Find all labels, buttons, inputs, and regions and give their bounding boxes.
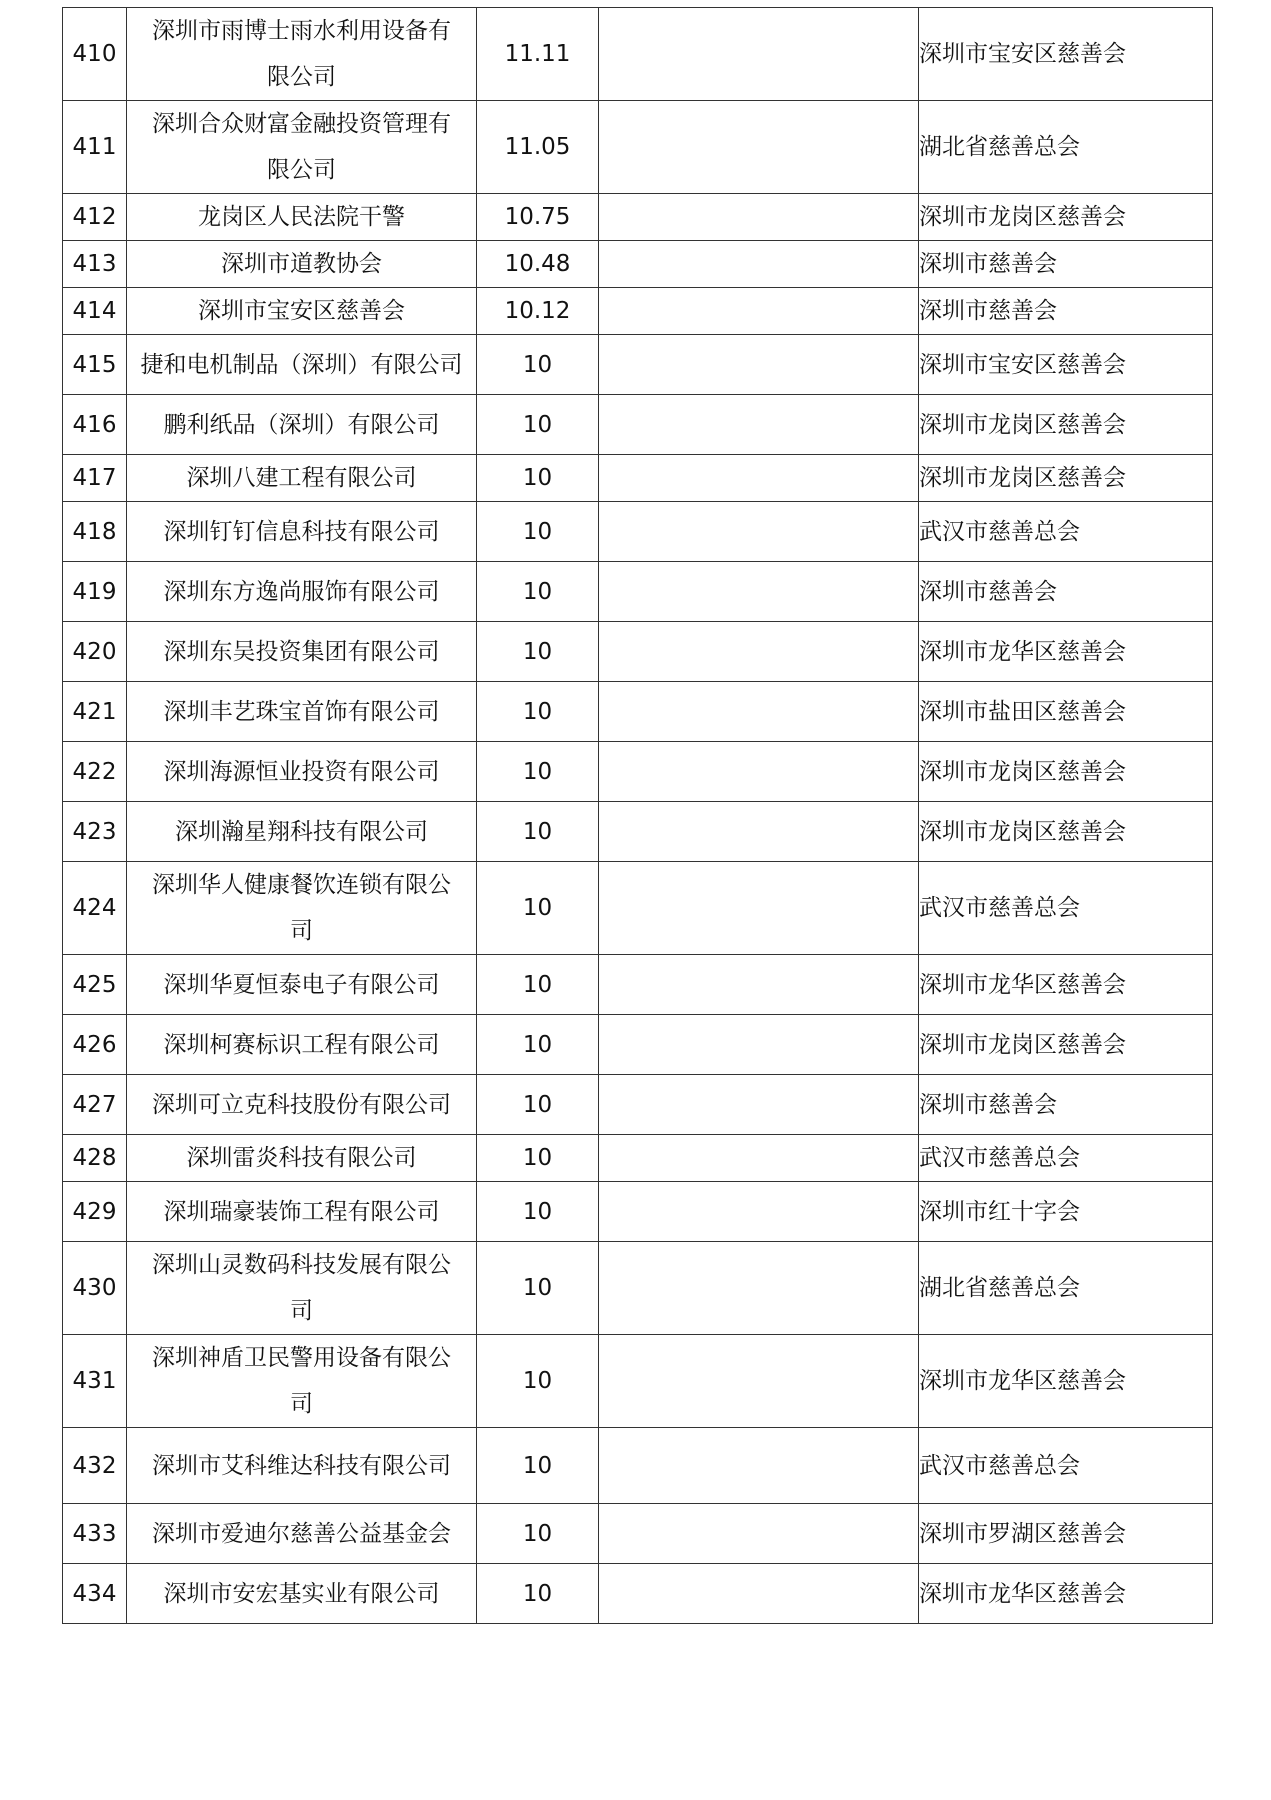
- donation-amount: 10: [477, 1015, 599, 1075]
- donation-amount: 10: [477, 395, 599, 455]
- donation-amount: 10: [477, 955, 599, 1015]
- row-number: 433: [63, 1504, 127, 1564]
- donation-amount: 10: [477, 742, 599, 802]
- donation-amount: 10: [477, 682, 599, 742]
- donation-amount: 10: [477, 1564, 599, 1624]
- table-row: [63, 1335, 1213, 1428]
- donor-name: [127, 622, 477, 682]
- donor-name-line: 深圳丰艺珠宝首饰有限公司: [163, 698, 440, 725]
- table-row: [63, 622, 1213, 682]
- donation-note: [599, 455, 919, 502]
- donor-name-line: 龙岗区人民法院干警: [198, 204, 405, 230]
- donation-amount: 10: [477, 1242, 599, 1335]
- donor-name-line: 限公司: [267, 157, 336, 183]
- donor-name-line: 捷和电机制品（深圳）有限公司: [140, 351, 463, 378]
- table-row: [63, 1075, 1213, 1135]
- donation-note: [599, 1242, 919, 1335]
- table-row: [63, 395, 1213, 455]
- donor-name: [127, 395, 477, 455]
- recipient-organization: 湖北省慈善总会: [919, 1242, 1213, 1335]
- donor-name: [127, 1242, 477, 1335]
- table-row: [63, 1135, 1213, 1182]
- donor-name: [127, 1182, 477, 1242]
- donation-amount: 10: [477, 1075, 599, 1135]
- table-row: [63, 802, 1213, 862]
- donation-amount: 10: [477, 335, 599, 395]
- donor-name: [127, 194, 477, 241]
- row-number: 431: [63, 1335, 127, 1428]
- donor-name-line: 深圳瀚星翔科技有限公司: [175, 818, 428, 845]
- donation-amount: 11.11: [477, 8, 599, 101]
- recipient-organization: 武汉市慈善总会: [919, 1135, 1213, 1182]
- donor-name: [127, 288, 477, 335]
- row-number: 428: [63, 1135, 127, 1182]
- donation-table-body: [63, 8, 1213, 1624]
- donor-name: [127, 955, 477, 1015]
- donation-note: [599, 8, 919, 101]
- donor-name: [127, 502, 477, 562]
- row-number: 411: [63, 101, 127, 194]
- recipient-organization: 深圳市罗湖区慈善会: [919, 1504, 1213, 1564]
- table-row: [63, 502, 1213, 562]
- donation-note: [599, 562, 919, 622]
- donation-note: [599, 1564, 919, 1624]
- recipient-organization: 湖北省慈善总会: [919, 101, 1213, 194]
- row-number: 424: [63, 862, 127, 955]
- donation-note: [599, 1182, 919, 1242]
- donation-note: [599, 682, 919, 742]
- donation-amount: 10: [477, 1504, 599, 1564]
- donor-name-line: 深圳山灵数码科技发展有限公: [152, 1252, 451, 1278]
- recipient-organization: 武汉市慈善总会: [919, 502, 1213, 562]
- table-row: [63, 455, 1213, 502]
- donor-name: [127, 742, 477, 802]
- row-number: 421: [63, 682, 127, 742]
- donor-name: [127, 241, 477, 288]
- donation-note: [599, 1135, 919, 1182]
- recipient-organization: 深圳市龙岗区慈善会: [919, 455, 1213, 502]
- row-number: 410: [63, 8, 127, 101]
- recipient-organization: 深圳市宝安区慈善会: [919, 335, 1213, 395]
- recipient-organization: 深圳市慈善会: [919, 288, 1213, 335]
- donation-note: [599, 955, 919, 1015]
- table-row: [63, 955, 1213, 1015]
- donor-name: [127, 335, 477, 395]
- donor-name: [127, 101, 477, 194]
- donor-name-line: 深圳市艾科维达科技有限公司: [152, 1452, 451, 1479]
- donation-amount: 10: [477, 502, 599, 562]
- donation-note: [599, 1504, 919, 1564]
- table-row: [63, 862, 1213, 955]
- donation-note: [599, 241, 919, 288]
- row-number: 423: [63, 802, 127, 862]
- donor-name-line: 深圳市道教协会: [221, 251, 382, 277]
- row-number: 429: [63, 1182, 127, 1242]
- recipient-organization: 深圳市龙华区慈善会: [919, 1335, 1213, 1428]
- donor-name: [127, 1504, 477, 1564]
- donor-name-line: 深圳市安宏基实业有限公司: [163, 1580, 440, 1607]
- donor-name-line: 深圳雷炎科技有限公司: [186, 1145, 417, 1171]
- row-number: 420: [63, 622, 127, 682]
- donation-table: [62, 7, 1213, 1624]
- donor-name-line: 深圳海源恒业投资有限公司: [163, 758, 440, 785]
- recipient-organization: 深圳市龙华区慈善会: [919, 955, 1213, 1015]
- row-number: 425: [63, 955, 127, 1015]
- donor-name-line: 深圳柯赛标识工程有限公司: [163, 1031, 440, 1058]
- donation-note: [599, 395, 919, 455]
- row-number: 418: [63, 502, 127, 562]
- table-row: [63, 241, 1213, 288]
- recipient-organization: 深圳市龙华区慈善会: [919, 622, 1213, 682]
- donation-amount: 10: [477, 1182, 599, 1242]
- recipient-organization: 深圳市龙岗区慈善会: [919, 742, 1213, 802]
- table-row: [63, 1242, 1213, 1335]
- table-row: [63, 562, 1213, 622]
- recipient-organization: 武汉市慈善总会: [919, 1428, 1213, 1504]
- row-number: 427: [63, 1075, 127, 1135]
- recipient-organization: 深圳市慈善会: [919, 562, 1213, 622]
- donor-name-line: 鹏利纸品（深圳）有限公司: [163, 411, 440, 438]
- recipient-organization: 深圳市龙华区慈善会: [919, 1564, 1213, 1624]
- donor-name-line: 限公司: [267, 64, 336, 90]
- table-row: [63, 288, 1213, 335]
- donation-amount: 10: [477, 1135, 599, 1182]
- donor-name: [127, 1135, 477, 1182]
- donor-name-line: 深圳市宝安区慈善会: [198, 298, 405, 324]
- row-number: 430: [63, 1242, 127, 1335]
- donor-name: [127, 8, 477, 101]
- donor-name-line: 深圳可立克科技股份有限公司: [152, 1091, 451, 1118]
- donation-note: [599, 622, 919, 682]
- donor-name-line: 深圳华夏恒泰电子有限公司: [163, 971, 440, 998]
- table-row: [63, 742, 1213, 802]
- donor-name: [127, 1335, 477, 1428]
- table-row: [63, 335, 1213, 395]
- donation-amount: 10: [477, 455, 599, 502]
- donor-name: [127, 455, 477, 502]
- donation-amount: 10.48: [477, 241, 599, 288]
- row-number: 412: [63, 194, 127, 241]
- donation-amount: 10.12: [477, 288, 599, 335]
- row-number: 415: [63, 335, 127, 395]
- donor-name-line: 深圳东吴投资集团有限公司: [163, 638, 440, 665]
- donor-name: [127, 1015, 477, 1075]
- donation-amount: 10.75: [477, 194, 599, 241]
- donor-name-line: 深圳钉钉信息科技有限公司: [163, 518, 440, 545]
- donation-amount: 10: [477, 562, 599, 622]
- donor-name: [127, 682, 477, 742]
- donation-amount: 10: [477, 1428, 599, 1504]
- table-row: [63, 682, 1213, 742]
- donor-name-line: 深圳神盾卫民警用设备有限公: [152, 1345, 451, 1371]
- row-number: 432: [63, 1428, 127, 1504]
- recipient-organization: 深圳市盐田区慈善会: [919, 682, 1213, 742]
- donation-note: [599, 1075, 919, 1135]
- recipient-organization: 深圳市慈善会: [919, 1075, 1213, 1135]
- table-row: [63, 1504, 1213, 1564]
- recipient-organization: 深圳市龙岗区慈善会: [919, 395, 1213, 455]
- table-row: [63, 1015, 1213, 1075]
- donor-name-line: 深圳东方逸尚服饰有限公司: [163, 578, 440, 605]
- table-row: [63, 1564, 1213, 1624]
- donor-name: [127, 862, 477, 955]
- row-number: 426: [63, 1015, 127, 1075]
- table-row: [63, 101, 1213, 194]
- table-row: [63, 1428, 1213, 1504]
- donor-name-line: 深圳市雨博士雨水利用设备有: [152, 18, 451, 44]
- recipient-organization: 武汉市慈善总会: [919, 862, 1213, 955]
- donation-amount: 10: [477, 862, 599, 955]
- row-number: 434: [63, 1564, 127, 1624]
- recipient-organization: 深圳市龙岗区慈善会: [919, 1015, 1213, 1075]
- donation-amount: 11.05: [477, 101, 599, 194]
- donation-amount: 10: [477, 802, 599, 862]
- donor-name: [127, 802, 477, 862]
- donation-note: [599, 802, 919, 862]
- row-number: 414: [63, 288, 127, 335]
- donor-name-line: 司: [290, 1391, 313, 1417]
- donor-name-line: 深圳市爱迪尔慈善公益基金会: [152, 1520, 451, 1547]
- donor-name: [127, 1075, 477, 1135]
- recipient-organization: 深圳市慈善会: [919, 241, 1213, 288]
- row-number: 413: [63, 241, 127, 288]
- donor-name-line: 深圳瑞豪装饰工程有限公司: [163, 1198, 440, 1225]
- row-number: 416: [63, 395, 127, 455]
- donor-name: [127, 1564, 477, 1624]
- donor-name-line: 深圳合众财富金融投资管理有: [152, 111, 451, 137]
- donation-note: [599, 1335, 919, 1428]
- donation-note: [599, 862, 919, 955]
- recipient-organization: 深圳市龙岗区慈善会: [919, 802, 1213, 862]
- donor-name-line: 深圳华人健康餐饮连锁有限公: [152, 872, 451, 898]
- row-number: 422: [63, 742, 127, 802]
- donation-note: [599, 101, 919, 194]
- donation-note: [599, 1428, 919, 1504]
- donation-note: [599, 335, 919, 395]
- recipient-organization: 深圳市宝安区慈善会: [919, 8, 1213, 101]
- donation-note: [599, 742, 919, 802]
- donor-name-line: 司: [290, 918, 313, 944]
- table-row: [63, 8, 1213, 101]
- donor-name-line: 深圳八建工程有限公司: [186, 465, 417, 491]
- donation-note: [599, 288, 919, 335]
- donation-amount: 10: [477, 622, 599, 682]
- donation-note: [599, 1015, 919, 1075]
- row-number: 419: [63, 562, 127, 622]
- recipient-organization: 深圳市红十字会: [919, 1182, 1213, 1242]
- recipient-organization: 深圳市龙岗区慈善会: [919, 194, 1213, 241]
- donation-amount: 10: [477, 1335, 599, 1428]
- row-number: 417: [63, 455, 127, 502]
- table-row: [63, 194, 1213, 241]
- donor-name: [127, 1428, 477, 1504]
- donation-note: [599, 502, 919, 562]
- donation-note: [599, 194, 919, 241]
- donor-name-line: 司: [290, 1298, 313, 1324]
- donor-name: [127, 562, 477, 622]
- table-row: [63, 1182, 1213, 1242]
